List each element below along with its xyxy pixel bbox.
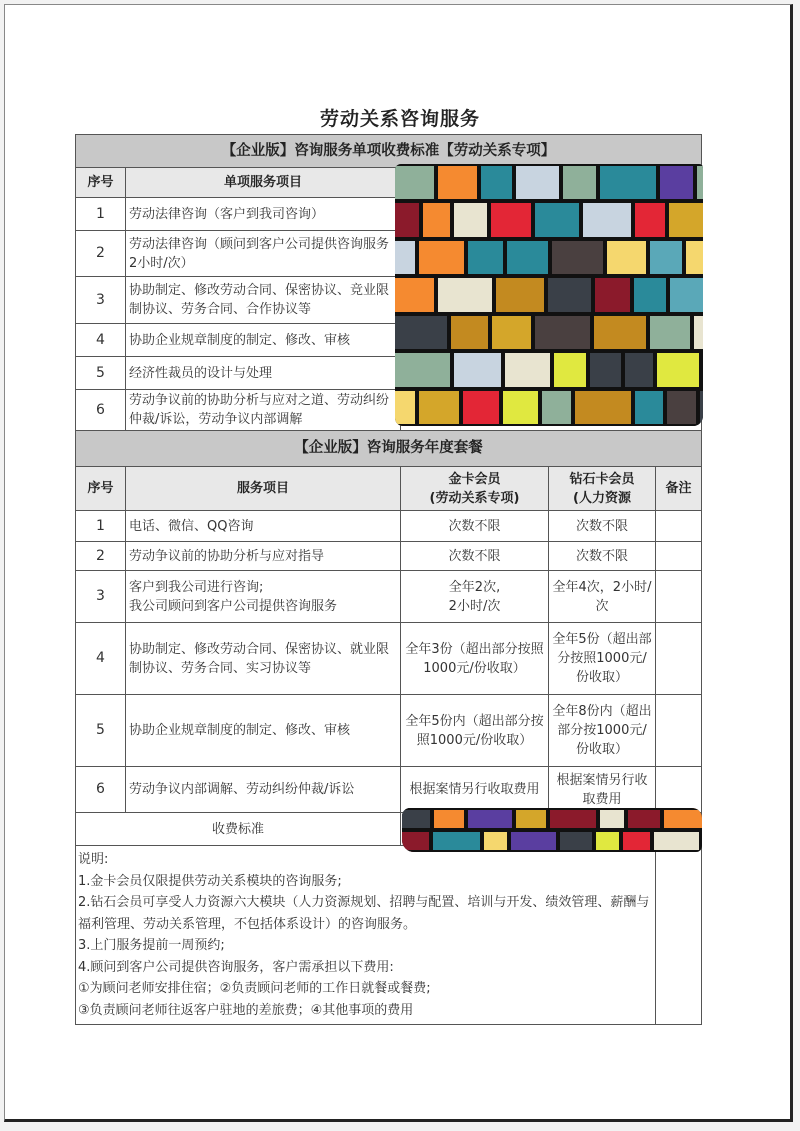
table-row — [76, 695, 702, 767]
mosaic-tile — [417, 389, 461, 426]
gold-value: 根据案情另行收取费用 — [401, 767, 549, 813]
mosaic-tile — [655, 351, 701, 388]
row-number: 4 — [76, 324, 126, 357]
mosaic-tile — [695, 164, 703, 201]
table2-header-remark: 备注 — [656, 467, 702, 511]
row-number: 5 — [76, 695, 126, 767]
note-item: 1.金卡会员仅限提供劳动关系模块的咨询服务; — [78, 873, 342, 889]
service-item: 劳动争议前的协助分析与应对指导 — [126, 542, 401, 571]
table1-band-title: 【企业版】咨询服务单项收费标准【劳动关系专项】 — [76, 135, 702, 168]
diamond-header-line1: 钻石卡会员 — [569, 471, 635, 487]
mosaic-tile — [648, 239, 685, 276]
annual-package-table — [75, 430, 702, 1025]
mosaic-tile — [395, 314, 449, 351]
mosaic-tile — [452, 201, 489, 238]
note-item: 4.顾问到客户公司提供咨询服务，客户需承担以下费用: — [78, 959, 394, 975]
mosaic-tile — [598, 164, 658, 201]
notes-cell — [76, 846, 656, 1025]
mosaic-tile — [533, 314, 593, 351]
note-item: ③负责顾问老师往返客户驻地的差旅费；④其他事项的费用 — [78, 1002, 414, 1018]
mosaic-tile — [505, 239, 550, 276]
mosaic-tile — [623, 351, 655, 388]
mosaic-tile — [662, 808, 702, 830]
gold-value-line1: 全年2次, — [448, 579, 501, 595]
mosaic-tile — [550, 239, 605, 276]
mosaic-tile — [605, 239, 648, 276]
gold-header-line1: 金卡会员 — [448, 471, 501, 487]
table-row — [76, 511, 702, 542]
mosaic-tile — [548, 808, 598, 830]
mosaic-tile — [402, 830, 431, 852]
mosaic-tile — [648, 314, 692, 351]
service-item: 协助制定、修改劳动合同、保密协议、竞业限制协议、劳务合同、合作协议等 — [126, 277, 401, 324]
mosaic-tile — [395, 164, 436, 201]
table2-band-title: 【企业版】咨询服务年度套餐 — [76, 431, 702, 467]
row-number: 3 — [76, 277, 126, 324]
mosaic-tile — [436, 164, 479, 201]
gold-value: 次数不限 — [401, 542, 549, 571]
diamond-value: 全年8份内（超出部分按1000元/份收取） — [549, 695, 656, 767]
mosaic-tile — [626, 808, 662, 830]
redaction-mosaic-fee-standard — [402, 808, 702, 852]
gold-value: 全年3份（超出部分按照1000元/份收取） — [401, 623, 549, 695]
note-item: ①为顾问老师安排住宿；②负责顾问老师的工作日就餐或餐费; — [78, 981, 431, 996]
mosaic-tile — [395, 351, 452, 388]
mosaic-tile — [558, 830, 594, 852]
service-item: 劳动争议内部调解、劳动纠纷仲裁/诉讼 — [126, 767, 401, 813]
mosaic-tile — [494, 276, 546, 313]
mosaic-tile — [588, 351, 622, 388]
diamond-header-line2: (人力资源 — [573, 490, 631, 506]
mosaic-tile — [503, 351, 553, 388]
mosaic-tile — [533, 201, 581, 238]
mosaic-tile — [594, 830, 622, 852]
row-number: 6 — [76, 767, 126, 813]
mosaic-tile — [668, 276, 703, 313]
remark-cell — [656, 846, 702, 1025]
table2-header-diamond — [549, 467, 656, 511]
mosaic-tile — [417, 239, 466, 276]
service-item: 劳动法律咨询（客户到我司咨询） — [126, 198, 401, 231]
diamond-value: 根据案情另行收取费用 — [549, 767, 656, 813]
row-number: 1 — [76, 198, 126, 231]
remark-cell — [656, 623, 702, 695]
note-item: 3.上门服务提前一周预约; — [78, 938, 225, 953]
mosaic-tile — [482, 830, 509, 852]
service-item: 劳动争议前的协助分析与应对之道、劳动纠纷仲裁/诉讼，劳动争议内部调解 — [126, 390, 401, 431]
mosaic-tile — [593, 276, 632, 313]
mosaic-tile — [490, 314, 533, 351]
diamond-value: 次数不限 — [549, 511, 656, 542]
gold-value — [401, 571, 549, 623]
table1-header-no: 序号 — [76, 168, 126, 198]
mosaic-tile — [621, 830, 651, 852]
notes-row — [76, 846, 702, 1025]
mosaic-tile — [421, 201, 453, 238]
mosaic-tile — [509, 830, 557, 852]
mosaic-tile — [667, 201, 703, 238]
mosaic-tile — [658, 164, 694, 201]
mosaic-tile — [665, 389, 698, 426]
row-number: 2 — [76, 231, 126, 277]
mosaic-tile — [395, 201, 421, 238]
mosaic-tile — [436, 276, 494, 313]
mosaic-tile — [449, 314, 489, 351]
row-number: 1 — [76, 511, 126, 542]
mosaic-tile — [479, 164, 514, 201]
diamond-value: 全年4次，2小时/次 — [549, 571, 656, 623]
mosaic-tile — [698, 389, 703, 426]
mosaic-tile — [652, 830, 702, 852]
mosaic-tile — [395, 239, 417, 276]
mosaic-tile — [684, 239, 703, 276]
mosaic-tile — [395, 276, 436, 313]
row-number: 2 — [76, 542, 126, 571]
service-item: 经济性裁员的设计与处理 — [126, 357, 401, 390]
table2-header-item: 服务项目 — [126, 467, 401, 511]
mosaic-tile — [701, 830, 702, 852]
mosaic-tile — [540, 389, 573, 426]
mosaic-tile — [466, 808, 514, 830]
mosaic-tile — [632, 276, 668, 313]
service-item-line1: 客户到我公司进行咨询; — [129, 579, 264, 595]
mosaic-tile — [552, 351, 588, 388]
mosaic-tile — [461, 389, 501, 426]
table-row — [76, 542, 702, 571]
diamond-value: 次数不限 — [549, 542, 656, 571]
mosaic-tile — [573, 389, 633, 426]
gold-header-line2: (劳动关系专项) — [429, 490, 520, 506]
table2-header-gold — [401, 467, 549, 511]
mosaic-tile — [561, 164, 599, 201]
mosaic-tile — [633, 389, 665, 426]
notes-heading: 说明: — [78, 852, 109, 867]
table2-header-no: 序号 — [76, 467, 126, 511]
note-item: 2.钻石会员可享受人力资源六大模块（人力资源规划、招聘与配置、培训与开发、绩效管理、薪酬与福利管理、劳动关系管理，不包括体系设计）的咨询服务。 — [78, 895, 650, 932]
mosaic-tile — [692, 314, 703, 351]
gold-value-line2: 2小时/次 — [448, 598, 501, 614]
mosaic-tile — [701, 351, 703, 388]
service-item: 劳动法律咨询（顾问到客户公司提供咨询服务2小时/次） — [126, 231, 401, 277]
row-number: 4 — [76, 623, 126, 695]
service-item-line2: 我公司顾问到客户公司提供咨询服务 — [129, 598, 338, 614]
mosaic-tile — [514, 808, 548, 830]
gold-value: 全年5份内（超出部分按照1000元/份收取） — [401, 695, 549, 767]
mosaic-tile — [633, 201, 666, 238]
mosaic-tile — [432, 808, 466, 830]
mosaic-tile — [546, 276, 592, 313]
redaction-mosaic-prices — [395, 164, 703, 426]
service-item: 电话、微信、QQ咨询 — [126, 511, 401, 542]
service-item: 协助企业规章制度的制定、修改、审核 — [126, 695, 401, 767]
row-number: 5 — [76, 357, 126, 390]
mosaic-tile — [598, 808, 626, 830]
service-item: 协助企业规章制度的制定、修改、审核 — [126, 324, 401, 357]
mosaic-tile — [581, 201, 634, 238]
service-item: 协助制定、修改劳动合同、保密协议、就业限制协议、劳务合同、实习协议等 — [126, 623, 401, 695]
row-number: 3 — [76, 571, 126, 623]
document-title: 劳动关系咨询服务 — [319, 108, 480, 130]
mosaic-tile — [402, 808, 432, 830]
remark-cell — [656, 695, 702, 767]
fee-standard-label: 收费标准 — [76, 813, 401, 846]
gold-value: 次数不限 — [401, 511, 549, 542]
mosaic-tile — [592, 314, 648, 351]
mosaic-tile — [489, 201, 533, 238]
mosaic-tile — [466, 239, 505, 276]
remark-cell — [656, 767, 702, 813]
remark-cell — [656, 571, 702, 623]
diamond-value: 全年5份（超出部分按照1000元/份收取） — [549, 623, 656, 695]
mosaic-tile — [452, 351, 503, 388]
remark-cell — [656, 542, 702, 571]
table-row — [76, 767, 702, 813]
table-row — [76, 571, 702, 623]
table1-header-item: 单项服务项目 — [126, 168, 401, 198]
remark-cell — [656, 511, 702, 542]
service-item — [126, 571, 401, 623]
mosaic-tile — [395, 389, 417, 426]
table-row — [76, 623, 702, 695]
mosaic-tile — [431, 830, 482, 852]
row-number: 6 — [76, 390, 126, 431]
mosaic-tile — [514, 164, 560, 201]
mosaic-tile — [501, 389, 539, 426]
